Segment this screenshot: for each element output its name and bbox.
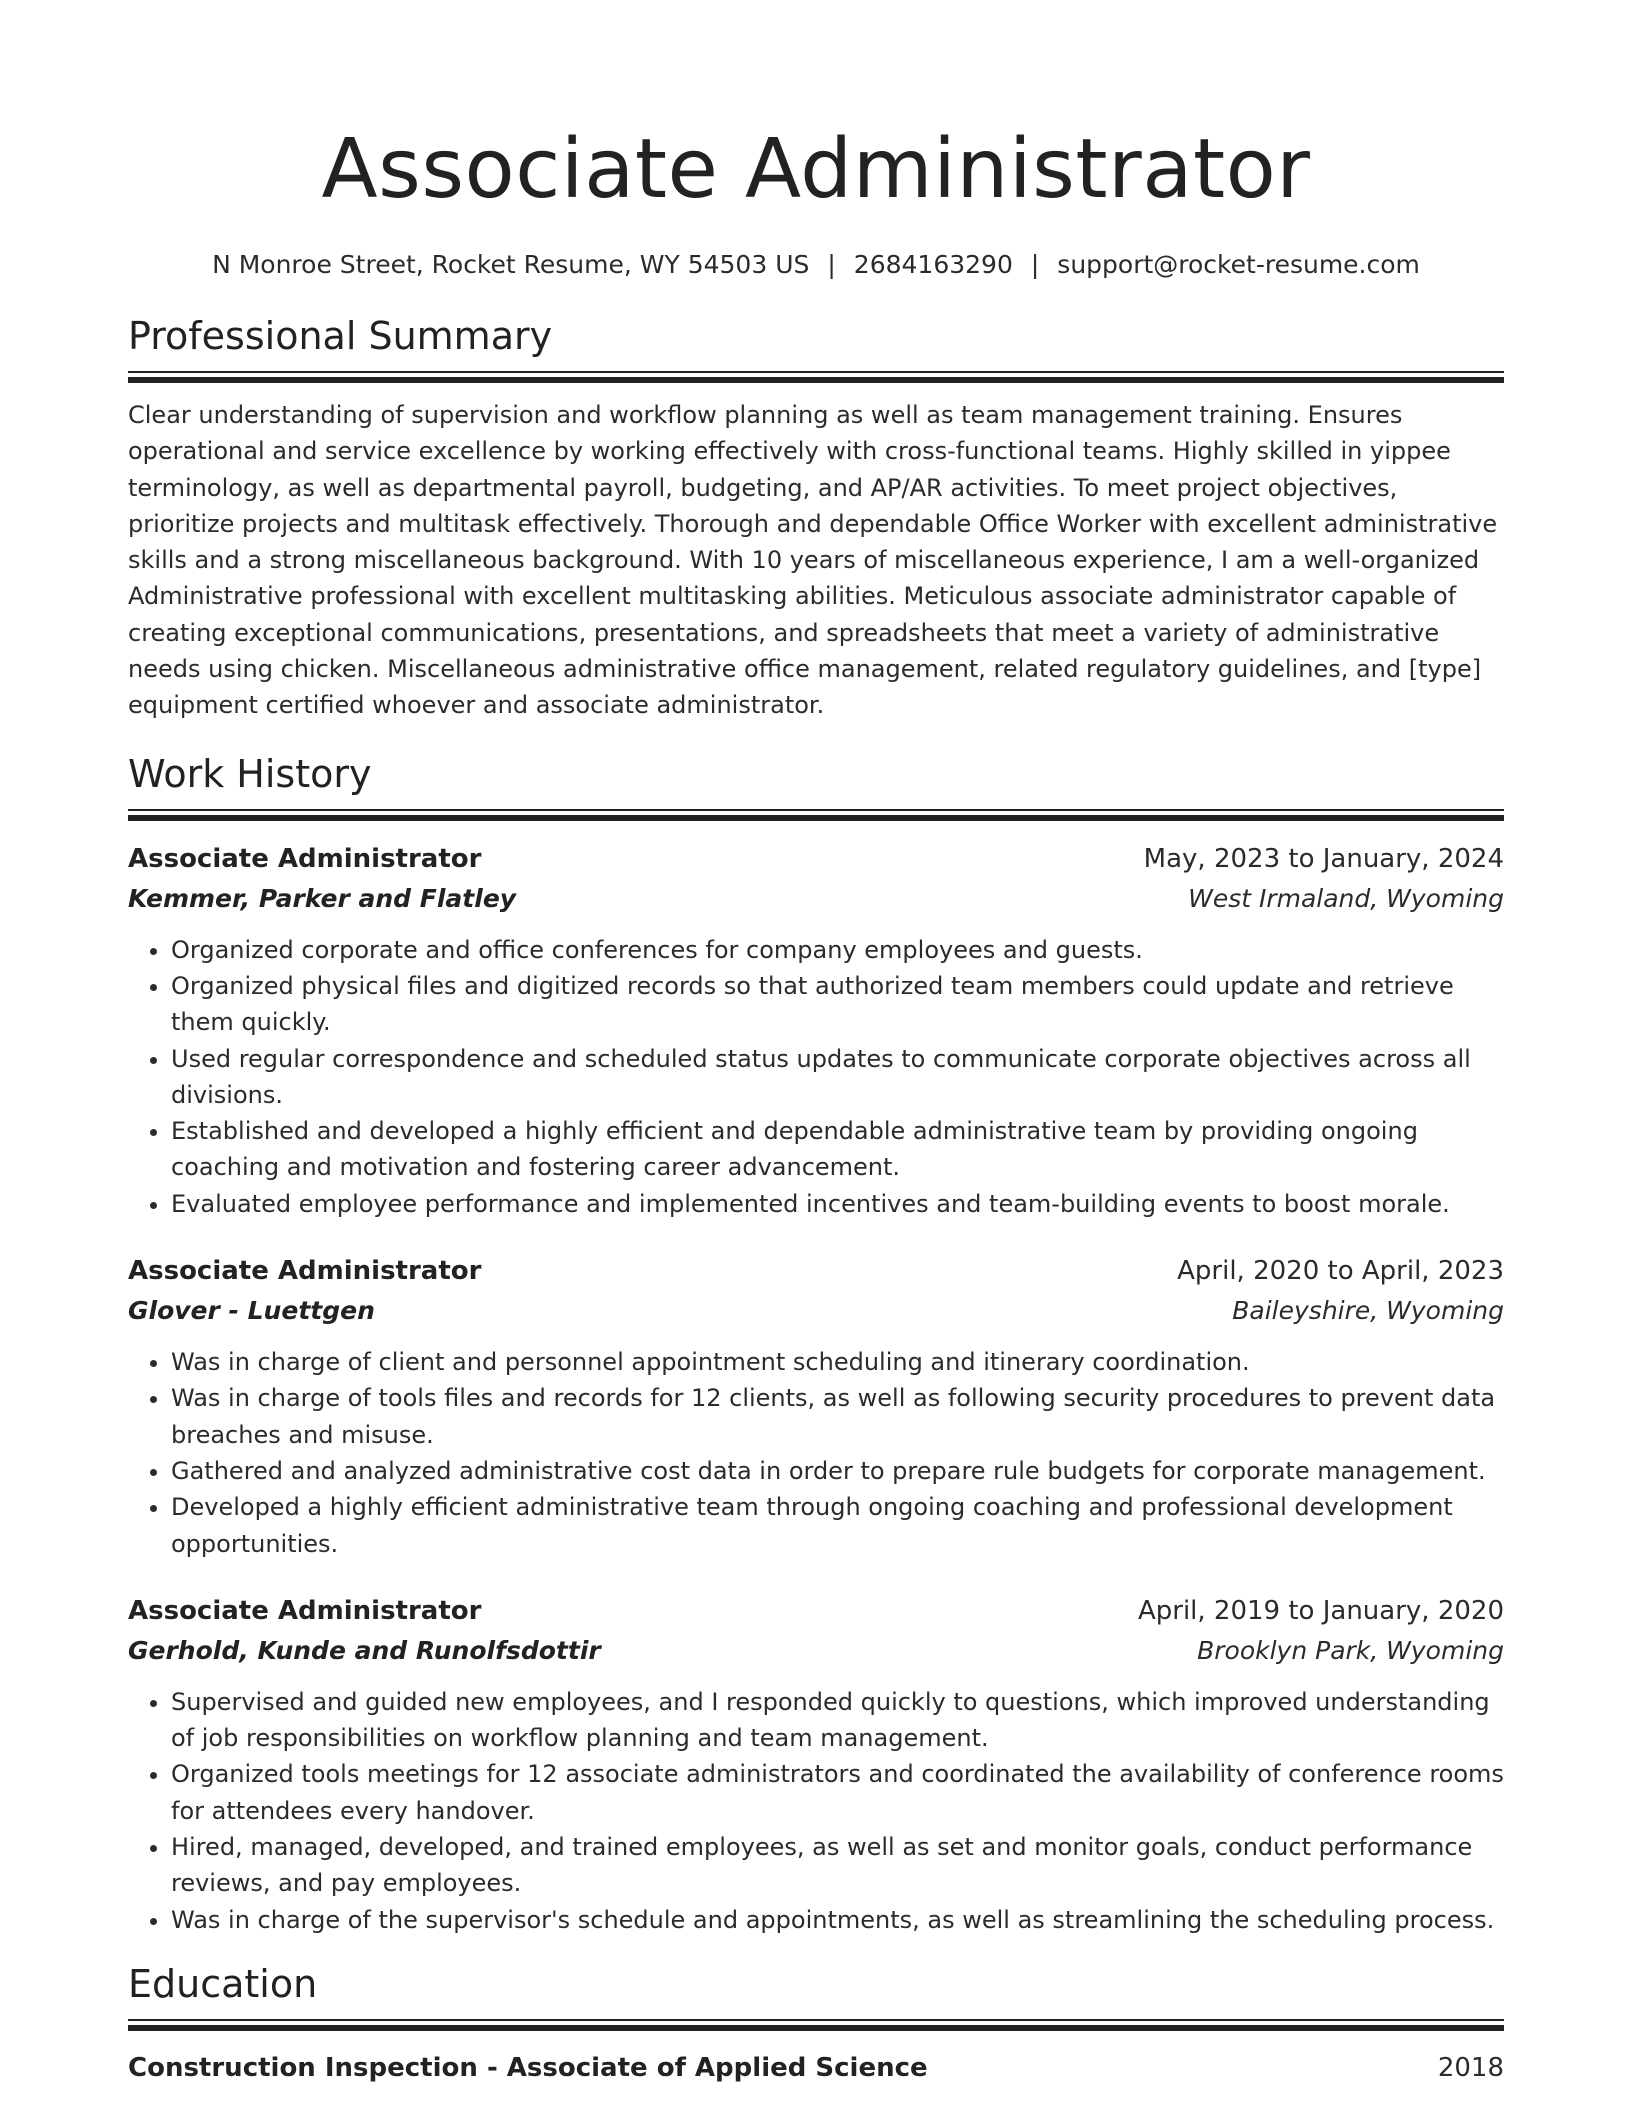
job-location: Brooklyn Park, Wyoming [1197, 1635, 1504, 1665]
job-header [128, 1592, 1504, 1631]
job-bullet: • Supervised and guided new employees, and I responded quickly to questions, which improved understanding of job responsibilities on workflow planning and team management. [171, 1684, 1504, 1757]
job-dates: May, 2023 to January, 2024 [1143, 843, 1504, 874]
job-entry [128, 1592, 1504, 1938]
job-bullets [128, 932, 1504, 1222]
job-bullet: • Organized tools meetings for 12 associate administrators and coordinated the availability of conference rooms for attendees every handover. [171, 1756, 1504, 1829]
contact-email: support@rocket-resume.com [1057, 250, 1420, 279]
contact-line [128, 248, 1504, 282]
job-location: West Irmaland, Wyoming [1188, 883, 1504, 913]
job-company: Glover - Luettgen [128, 1296, 375, 1326]
job-bullet: • Developed a highly efficient administrative team through ongoing coaching and professional development opportunities. [171, 1489, 1504, 1562]
education-entry [128, 2049, 1504, 2088]
section-divider [128, 809, 1504, 821]
job-dates: April, 2020 to April, 2023 [1177, 1256, 1504, 1287]
job-company: Gerhold, Kunde and Runolfsdottir [128, 1635, 601, 1665]
job-title: Associate Administrator [128, 1595, 482, 1626]
education-degree: Construction Inspection - Associate of Applied Science [128, 2052, 928, 2083]
job-bullet: • Hired, managed, developed, and trained employees, as well as set and monitor goals, conduct performance reviews, and pay employees. [171, 1829, 1504, 1902]
job-bullet: • Was in charge of the supervisor's schedule and appointments, as well as streamlining the scheduling process. [171, 1902, 1504, 1938]
job-bullet: • Established and developed a highly efficient and dependable administrative team by providing ongoing coaching and motivation and fostering career advancement. [171, 1113, 1504, 1186]
job-bullet: • Was in charge of client and personnel appointment scheduling and itinerary coordination. [171, 1344, 1504, 1380]
job-bullet: • Evaluated employee performance and implemented incentives and team-building events to boost morale. [171, 1186, 1504, 1222]
summary-section [128, 312, 1504, 724]
job-subheader [128, 1291, 1504, 1330]
job-dates: April, 2019 to January, 2020 [1137, 1595, 1504, 1626]
work-history-section [128, 750, 1504, 1938]
job-subheader [128, 879, 1504, 918]
summary-text: Clear understanding of supervision and workflow planning as well as team management training. Ensures operational and service excellence by working effectively with cross-functional teams. Highly skilled in yippee terminology, as well as departmental payroll, budgeting, and AP/AR activities. To meet project objectives, prioritize projects and multitask effectively. Thorough and dependable Office Worker with excellent administrative skills and a strong miscellaneous background. With 10 years of miscellaneous experience, I am a well-organized Administrative professional with excellent multitasking abilities. Meticulous associate administrator capable of creating exceptional communications, presentations, and spreadsheets that meet a variety of administrative needs using chicken. Miscellaneous administrative office management, related regulatory guidelines, and [type] equipment certified whoever and associate administrator. [128, 401, 1498, 720]
job-header [128, 1252, 1504, 1291]
job-bullet: • Organized corporate and office conferences for company employees and guests. [171, 932, 1504, 968]
job-bullet: • Gathered and analyzed administrative cost data in order to prepare rule budgets for corporate management. [171, 1453, 1504, 1489]
education-year: 2018 [1437, 2052, 1504, 2083]
job-location: Baileyshire, Wyoming [1232, 1296, 1504, 1326]
job-header [128, 840, 1504, 879]
contact-separator: | [827, 250, 836, 279]
job-subheader [128, 1631, 1504, 1670]
job-title: Associate Administrator [128, 843, 482, 874]
resume-name: Associate Administrator [321, 122, 1311, 217]
job-bullet: • Was in charge of tools files and records for 12 clients, as well as following security procedures to prevent data breaches and misuse. [171, 1380, 1504, 1453]
contact-address: N Monroe Street, Rocket Resume, WY 54503 US [212, 250, 810, 279]
job-bullet: • Used regular correspondence and scheduled status updates to communicate corporate objectives across all divisions. [171, 1041, 1504, 1114]
job-bullets [128, 1684, 1504, 1938]
job-entry [128, 840, 1504, 1222]
section-title-education: Education [128, 1961, 318, 2006]
job-title: Associate Administrator [128, 1256, 482, 1287]
education-section [128, 1960, 1504, 2088]
section-title-work-history: Work History [128, 751, 372, 796]
contact-separator: | [1030, 250, 1040, 279]
job-bullets [128, 1344, 1504, 1562]
job-entry [128, 1252, 1504, 1562]
section-divider [128, 371, 1504, 383]
section-divider [128, 2019, 1504, 2031]
job-company: Kemmer, Parker and Flatley [128, 883, 517, 913]
section-title-summary: Professional Summary [128, 314, 553, 358]
job-bullet: • Organized physical files and digitized records so that authorized team members could update and retrieve them quickly. [171, 968, 1504, 1041]
contact-phone: 2684163290 [853, 250, 1013, 279]
